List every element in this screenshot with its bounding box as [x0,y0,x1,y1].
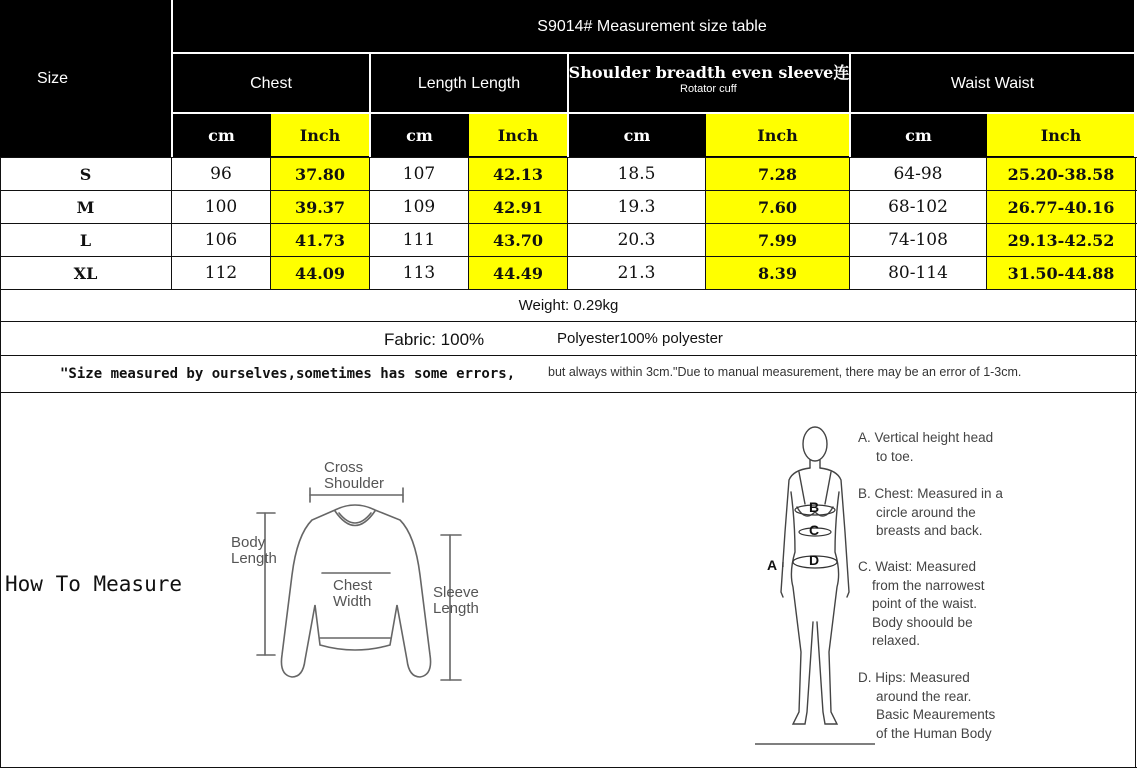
waist-header: Waist Waist [950,75,1035,92]
waist-cm-cell: 68-102 [888,197,948,217]
instruction-line: from the narrowest [872,577,985,593]
grid-line [0,157,1,393]
instruction-b [858,485,1003,541]
chest-width-label-line: Chest [333,577,373,594]
shoulder-header [568,56,850,112]
body-length-label [231,535,277,567]
waist-inch-cell: 26.77-40.16 [1007,197,1115,217]
waist-cm-cell: 64-98 [893,164,943,184]
measurement-note-tail: but always within 3cm."Due to manual measurement, there may be an error of 1-3cm. [548,365,1022,379]
instruction-line: of the Human Body [876,725,992,741]
body-letter-d: D [809,552,820,568]
waist-inch-cell: 29.13-42.52 [1007,230,1115,250]
shoulder-unit-inch: Inch [706,114,849,156]
length-cm-cell: 111 [402,230,436,250]
chest-cm-cell: 106 [204,230,238,250]
section-border [0,767,1137,768]
cross-shoulder-label [324,460,384,492]
chest-unit-cm: cm [173,114,270,156]
header-divider [369,53,371,157]
shoulder-unit-cm: cm [569,114,705,156]
size-cell: M [76,197,95,217]
shoulder-cm-cell: 19.3 [617,197,656,217]
human-body-illustration [755,422,875,747]
grid-line [171,157,172,290]
instruction-line: around the rear. [876,688,972,704]
header-divider [172,52,1135,54]
waist-cm-cell: 74-108 [888,230,948,250]
length-cm-cell: 109 [402,197,436,217]
grid-line [270,157,271,290]
instruction-a [858,429,993,466]
instruction-line: to toe. [876,448,914,464]
how-to-measure-title: How To Measure [5,572,183,596]
length-inch-cell: 43.70 [492,230,544,250]
grid-line [705,157,706,290]
grid-line [0,355,1137,356]
sleeve-length-label-line: Length [433,600,479,617]
chest-width-label-line: Width [333,593,372,610]
header-divider [172,112,1135,114]
chest-header: Chest [250,75,292,92]
instruction-line: D. Hips: Measured [858,670,970,685]
fabric-label: Fabric: 100% [384,330,485,349]
weight-row: Weight: 0.29kg [518,297,619,314]
grid-line [1135,157,1136,393]
instruction-line: C. Waist: Measured [858,559,977,574]
shoulder-inch-cell: 8.39 [758,263,797,283]
body-length-label-line: Body [231,534,266,551]
cross-shoulder-label-line: Cross [324,459,364,476]
size-cell: XL [73,263,98,283]
shoulder-header-label: Shoulder breadth even sleeve连 [568,63,850,82]
shoulder-cm-cell: 20.3 [617,230,656,250]
grid-line [468,157,469,290]
chest-cm-cell: 100 [204,197,238,217]
instruction-c [858,558,985,651]
instruction-line: B. Chest: Measured in a [858,486,1003,501]
chest-unit-inch: Inch [271,114,369,156]
body-length-label-line: Length [231,550,277,567]
waist-inch-cell: 31.50-44.88 [1007,263,1115,283]
header-divider [171,0,173,157]
waist-unit-inch: Inch [987,114,1135,156]
shoulder-inch-cell: 7.28 [758,164,797,184]
length-cm-cell: 113 [402,263,436,283]
shoulder-cm-cell: 21.3 [617,263,656,283]
instruction-line: Basic Meaurements [876,707,996,722]
table-title: S9014# Measurement size table [537,18,767,35]
instruction-line: relaxed. [872,633,921,648]
shoulder-header-note: Rotator cuff [680,83,737,95]
grid-line [849,157,850,290]
grid-line [369,157,370,290]
instruction-line: breasts and back. [876,523,983,538]
fabric-detail: Polyester100% polyester [557,330,723,347]
header-divider [567,53,569,157]
shoulder-inch-cell: 7.60 [758,197,797,217]
length-inch-cell: 42.91 [492,197,544,217]
shoulder-cm-cell: 18.5 [617,164,656,184]
instruction-line: circle around the [876,504,976,520]
section-border [0,392,1,768]
length-header: Length Length [417,75,521,92]
body-letter-a: A [767,557,778,573]
instruction-line: Body shoould be [872,614,973,630]
grid-line [567,157,568,290]
body-letter-b: B [809,499,820,515]
body-letter-c: C [809,522,820,538]
instruction-line: A. Vertical height head [858,430,994,445]
grid-line [986,157,987,290]
size-cell: S [79,164,92,184]
chest-cm-cell: 96 [210,164,232,184]
chest-inch-cell: 37.80 [294,164,346,184]
measurement-note: "Size measured by ourselves,sometimes has some errors, [60,366,516,382]
size-column-header: Size [36,70,69,87]
length-inch-cell: 42.13 [492,164,544,184]
waist-cm-cell: 80-114 [888,263,948,283]
length-unit-inch: Inch [469,114,567,156]
header-divider [849,53,851,157]
chest-inch-cell: 44.09 [294,263,346,283]
length-inch-cell: 44.49 [492,263,544,283]
sleeve-length-label [433,585,479,617]
sleeve-length-label-line: Sleeve [433,584,479,601]
waist-unit-cm: cm [851,114,986,156]
chest-cm-cell: 112 [204,263,238,283]
instruction-d [858,669,995,743]
instruction-line: point of the waist. [872,596,978,611]
chest-inch-cell: 41.73 [294,230,346,250]
grid-line [0,392,1137,393]
length-cm-cell: 107 [402,164,436,184]
shoulder-inch-cell: 7.99 [758,230,797,250]
section-border [1135,392,1136,768]
waist-inch-cell: 25.20-38.58 [1007,164,1115,184]
length-unit-cm: cm [371,114,468,156]
chest-inch-cell: 39.37 [294,197,346,217]
grid-line [0,321,1137,322]
cross-shoulder-label-line: Shoulder [324,475,385,492]
size-cell: L [79,230,92,250]
chest-width-label [333,578,372,610]
